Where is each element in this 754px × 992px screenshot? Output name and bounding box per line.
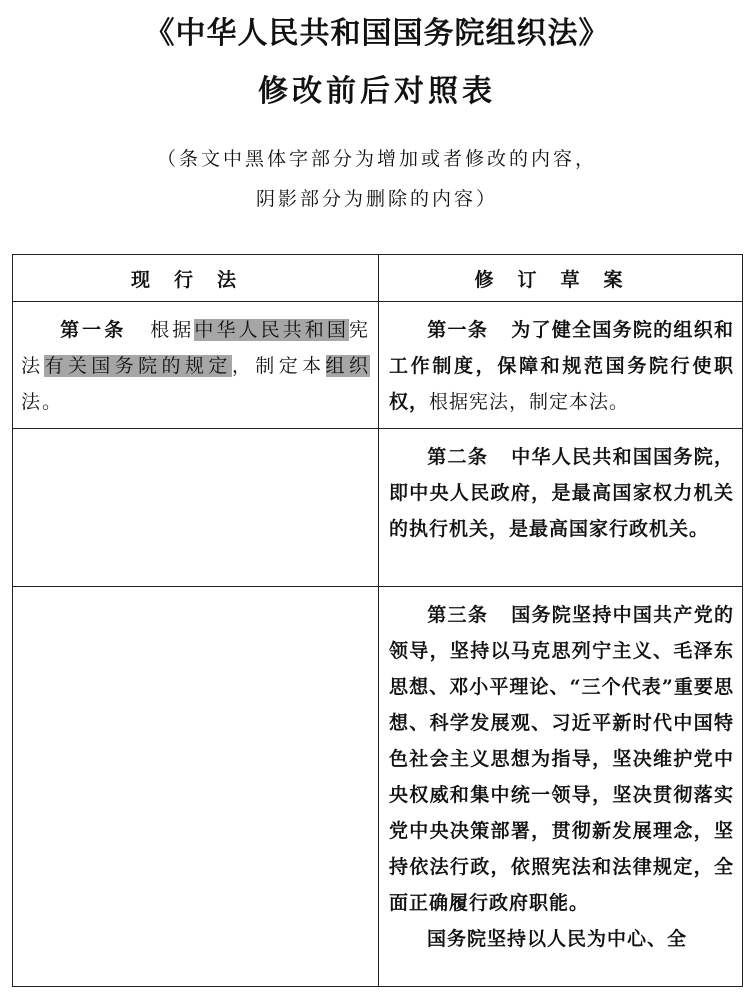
table-header-row [13,255,743,302]
text-segment: 根据 [149,319,195,341]
added-text: 中华人民共和国国务院，即中央人民政府，是最高国家权力机关的执行机关，是最高国家行政机关。 [389,446,734,540]
deleted-text: 中华人民共和国 [194,319,349,341]
legend-note-line2: 阴影部分为删除的内容） [255,188,498,210]
draft-article-3 [379,587,742,965]
article-label: 第二条 [427,446,489,468]
draft-cell [379,587,743,987]
table-row [13,302,743,429]
column-header-draft: 修订草案 [379,255,743,302]
added-text: 国务院坚持以人民为中心、全 [427,928,688,950]
draft-cell [379,429,743,587]
text-segment: 法。 [21,391,64,413]
column-header-current-law: 现行法 [13,255,379,302]
current-law-cell-empty [13,429,379,587]
legend-note-line1: （条文中黑体字部分为增加或者修改的内容， [156,148,597,170]
article-label: 第三条 [427,604,489,626]
added-text: 国务院坚持中国共产党的领导，坚持以马克思列宁主义、毛泽东思想、邓小平理论、“三个代表”重要思想、科学发展观、习近平新时代中国特色社会主义思想为指导，坚决维护党中央权威和集中统一领导，坚决贯彻落实党中央决策部署，贯彻新发展理念，坚持依法行政，依照宪法和法律规定，全面正确履行政府职能。 [389,604,734,914]
comparison-table [12,254,743,987]
text-segment: 宪法 [21,319,370,377]
draft-cell [379,302,743,429]
draft-article-2 [379,429,742,555]
draft-article-1 [379,302,742,428]
article-label: 第一条 [427,319,489,341]
current-law-cell-empty [13,587,379,987]
document-subtitle: 修改前后对照表 [258,74,496,109]
deleted-text: 组织 [325,355,370,377]
current-law-cell [13,302,379,429]
text-segment: 根据宪法，制定本法。 [429,391,630,413]
added-text: 为了健全国务院的组织和工作制度，保障和规范国务院行使职权， [389,319,734,413]
text-segment: ，制定本 [231,355,326,377]
article-label: 第一条 [59,319,127,341]
document-title: 《中华人民共和国国务院组织法》 [144,16,610,51]
current-article-1 [13,302,378,428]
table-row [13,429,743,587]
deleted-text: 有关国务院的规定 [44,355,232,377]
table-row [13,587,743,987]
